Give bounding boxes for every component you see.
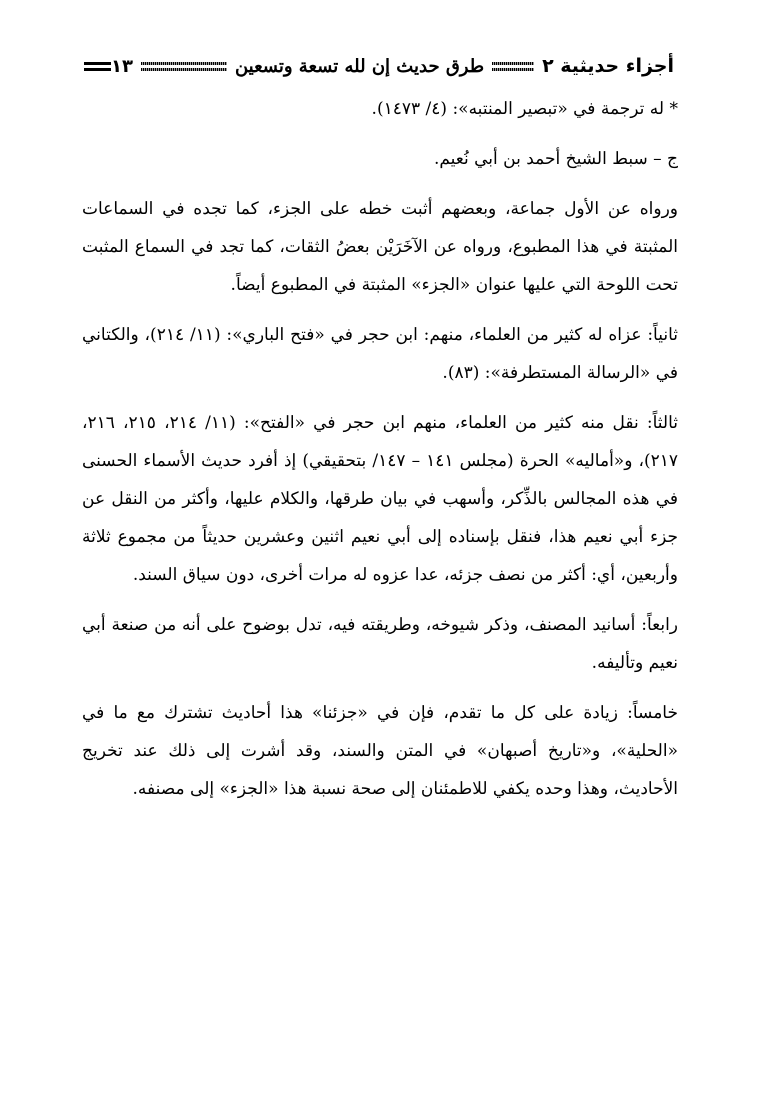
page-header bbox=[84, 48, 674, 84]
paragraph-third: ثالثاً: نقل منه كثير من العلماء، منهم ابن حجر في «الفتح»: (١١/ ٢١٤، ٢١٥، ٢١٦، ٢١٧)، و«أماليه» الحرة (مجلس ١٤١ – ١٤٧/ بتحقيقي) إذ أفرد حديث الأسماء الحسنى في هذه المجالس بالذِّكر، وأسهب في بيان طرقها، والكلام عليها، وأكثر من النقل عن جزء أبي نعيم هذا، فنقل بإسناده إلى أبي نعيم اثنين وعشرين حديثاً من مجموع ثلاثة وأربعين، أي: أكثر من نصف جزئه، عدا عزوه له مرات أخرى، دون سياق السند. bbox=[82, 413, 679, 585]
paragraph-item-jim: ج – سبط الشيخ أحمد بن أبي نُعيم. bbox=[433, 149, 678, 169]
page-number: ١٣ bbox=[110, 55, 133, 77]
header-right-group bbox=[111, 55, 674, 77]
paragraph-fifth: خامساً: زيادة على كل ما تقدم، فإن في «جزئنا» هذا أحاديث تشترك مع ما في «الحلية»، و«تاريخ أصبهان» في المتن والسند، وقد أشرت إلى ذلك عند تخريج الأحاديث، وهذا وحده يكفي للاطمئنان إلى صحة نسبة هذا «الجزء» إلى مصنفه. bbox=[82, 703, 678, 799]
paragraph-narration: ورواه عن الأول جماعة، وبعضهم أثبت خطه على الجزء، كما تجده في السماعات المثبتة في هذا المطبوع، ورواه عن الآخَرَيْن بعضُ الثقات، كما تجد في السماع المثبت تحت اللوحة التي عليها عنوان «الجزء» المثبتة في المطبوع أيضاً. bbox=[82, 199, 678, 295]
section-title: طرق حديث إن لله تسعة وتسعين bbox=[234, 55, 485, 77]
header-rule-end bbox=[84, 62, 111, 71]
paragraph-fourth: رابعاً: أسانيد المصنف، وذكر شيوخه، وطريقته فيه، تدل بوضوح على أنه من صنعة أبي نعيم وتأليفه. bbox=[82, 615, 678, 673]
paragraph-note: * له ترجمة في «تبصير المنتبه»: (٤/ ١٤٧٣). bbox=[371, 99, 678, 119]
header-rule-1 bbox=[492, 62, 534, 71]
page-body bbox=[82, 90, 678, 808]
header-rule-2 bbox=[141, 62, 227, 71]
book-title: أجزاء حديثية ٢ bbox=[542, 55, 674, 77]
paragraph-second: ثانياً: عزاه له كثير من العلماء، منهم: ابن حجر في «فتح الباري»: (١١/ ٢١٤)، والكتاني في «الرسالة المستطرفة»: (٨٣). bbox=[82, 325, 679, 383]
